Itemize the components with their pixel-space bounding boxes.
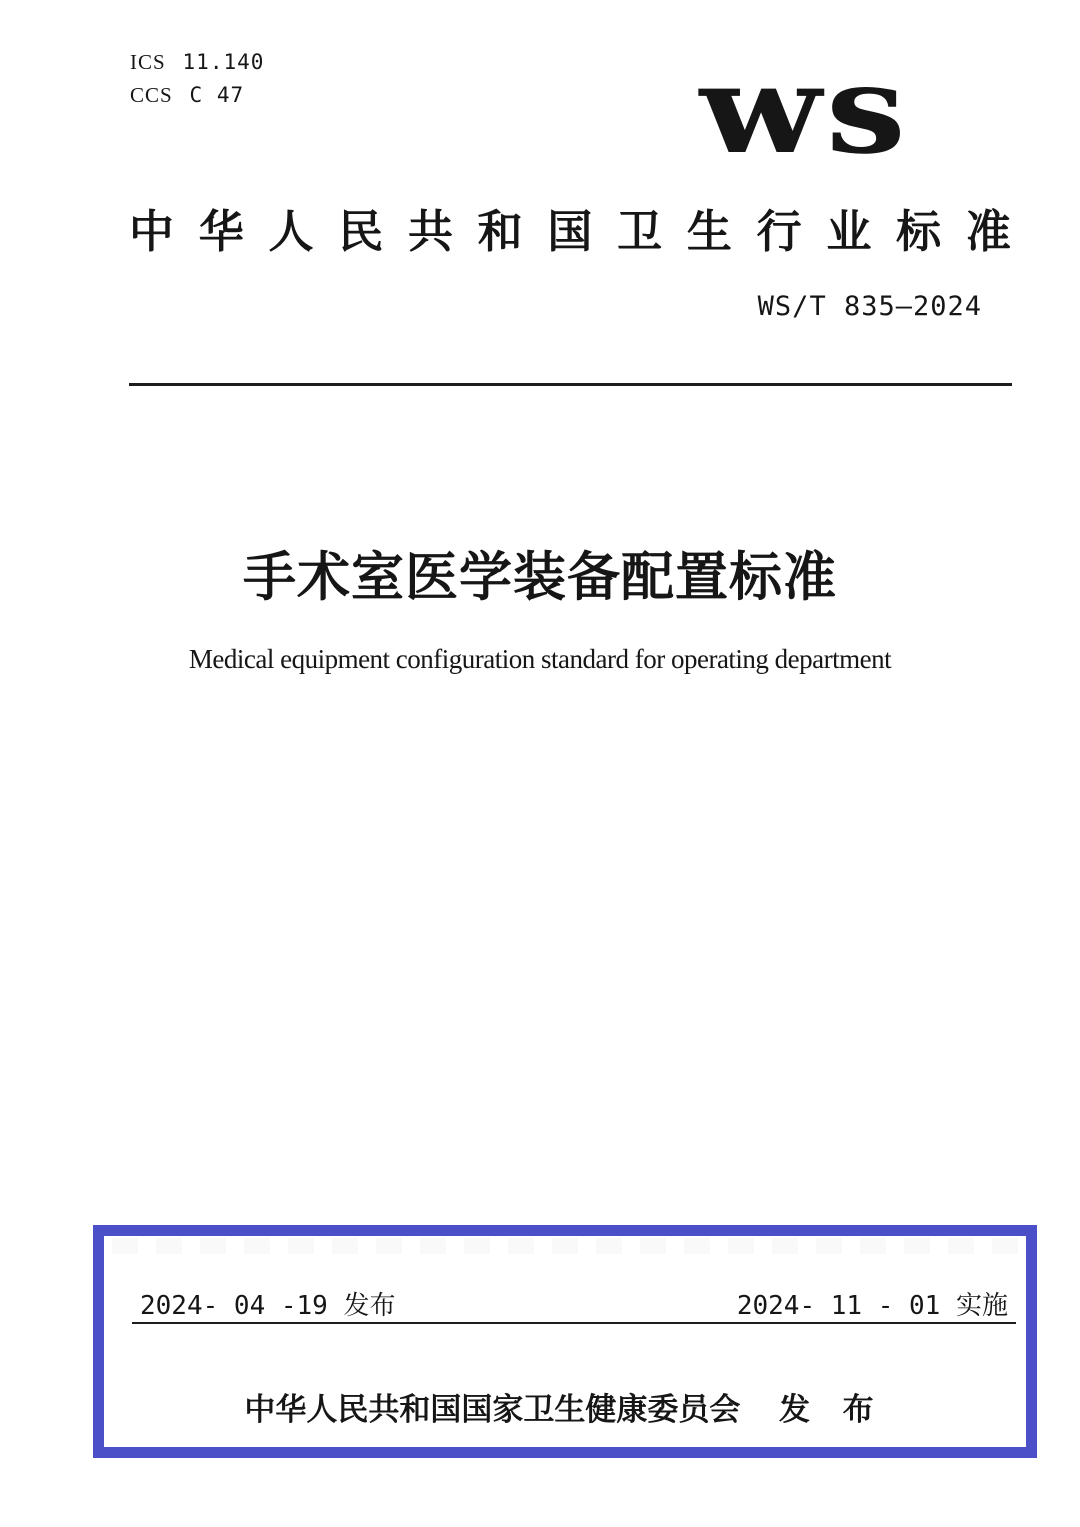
ics-value: 11.140 xyxy=(182,50,265,74)
document-title-en: Medical equipment configuration standard for operating department xyxy=(188,644,892,674)
implement-date: 2024- 11 - 01 实施 xyxy=(736,1291,1008,1321)
ccs-value: C 47 xyxy=(189,83,245,107)
header-divider-line xyxy=(129,383,1012,386)
standard-name-line: 中 华 人 民 共 和 国 卫 生 行 业 标 准 xyxy=(129,206,1011,257)
issued-by-label: 发 布 xyxy=(779,1392,886,1427)
ics-code xyxy=(130,46,264,79)
ics-label: ICS xyxy=(130,50,166,74)
document-title-zh: 手术室医学装备配置标准 xyxy=(243,548,837,607)
publisher-name: 中华人民共和国国家卫生健康委员会 xyxy=(244,1392,741,1427)
date-row xyxy=(140,1292,1008,1321)
date-underline xyxy=(132,1322,1016,1324)
ccs-label: CCS xyxy=(130,83,173,107)
ws-logo: ws xyxy=(699,37,911,181)
ccs-code xyxy=(130,79,264,112)
publication-box-inner xyxy=(104,1236,1026,1447)
publisher-row xyxy=(104,1391,1026,1428)
classification-codes xyxy=(130,46,264,112)
standard-number: WS/T 835—2024 xyxy=(757,291,982,322)
scan-artifact-band xyxy=(112,1238,1018,1254)
publication-box xyxy=(93,1225,1037,1458)
issue-date: 2024- 04 -19 发布 xyxy=(140,1291,396,1321)
